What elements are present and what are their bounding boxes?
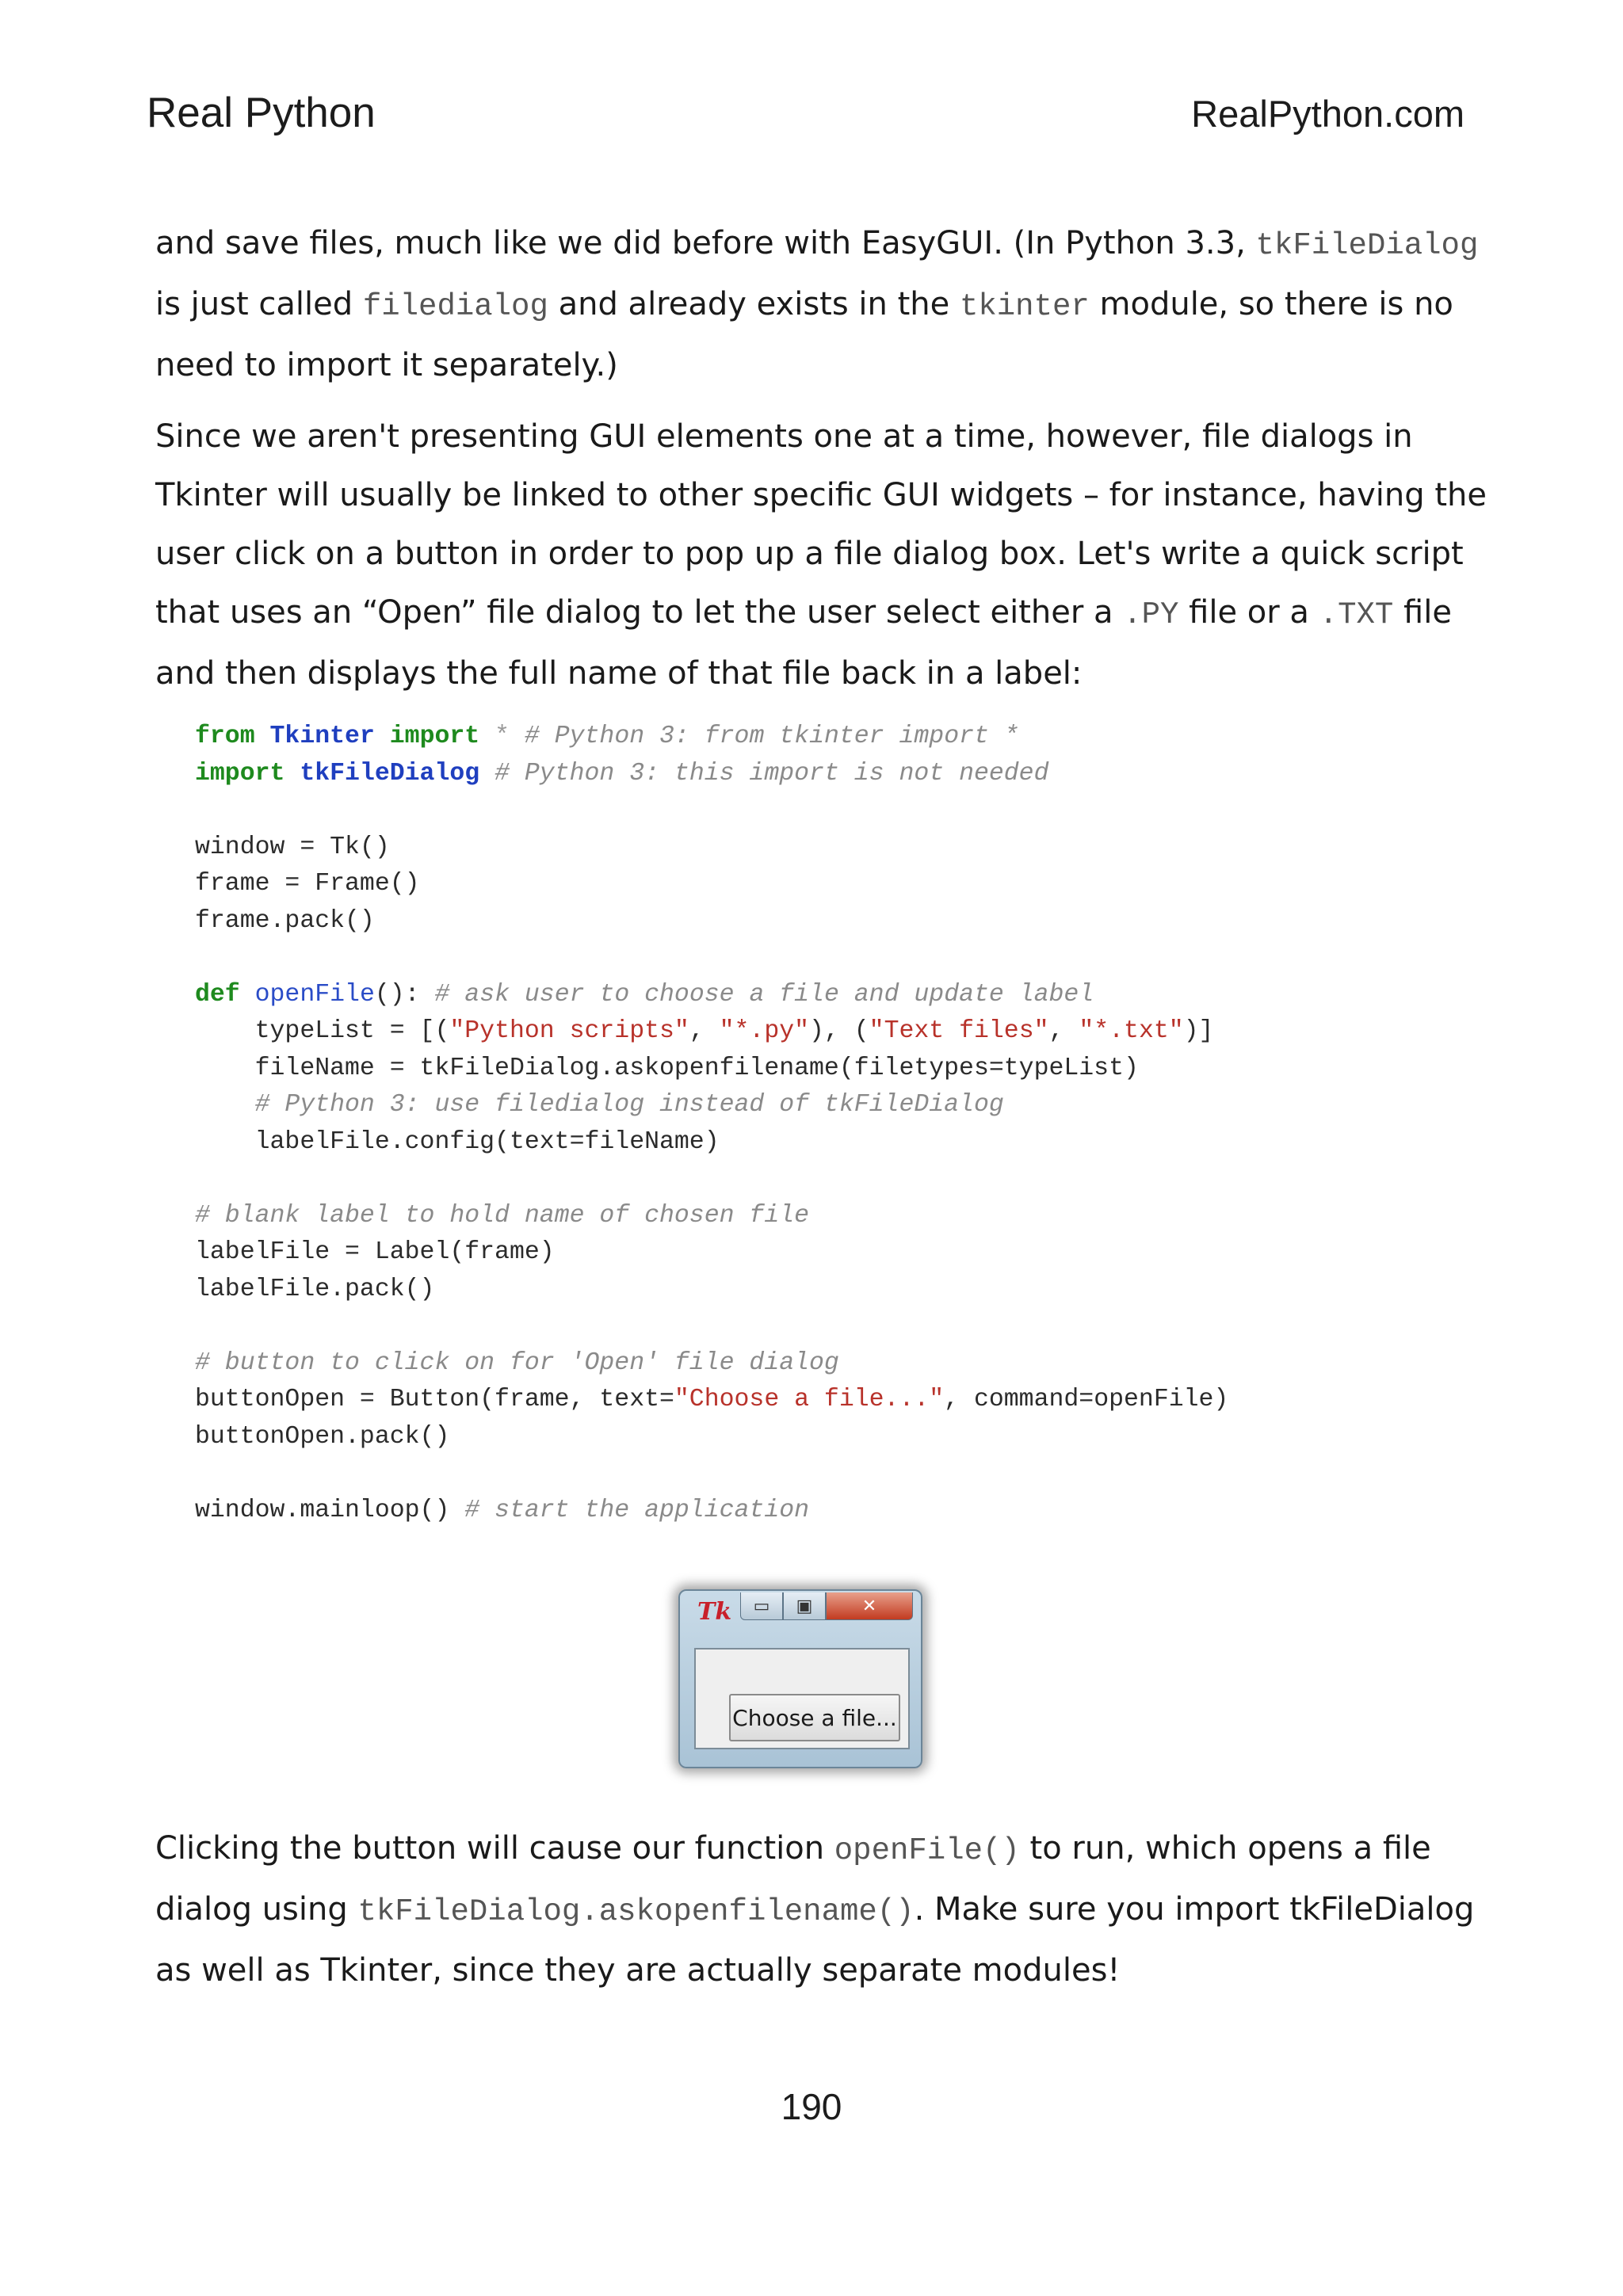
text: Since we aren't presenting GUI elements one at a time, however, file dialogs in Tkinter will usually be linked to other specific GUI widgets – for instance, having the user click on a button in order to pop up a file dialog box. Let's write a quick script that uses an “Open” file dialog to let the user select either a xyxy=(155,418,1487,631)
string-literal: "*.py" xyxy=(719,1017,810,1045)
comment: # button to click on for 'Open' file dialog xyxy=(195,1348,839,1377)
comment: # Python 3: use filedialog instead of tkFileDialog xyxy=(195,1091,1004,1119)
paragraph-intro xyxy=(155,214,1487,395)
string-literal: "Choose a file..." xyxy=(674,1386,945,1413)
inline-code: filedialog xyxy=(362,289,548,324)
minimize-icon[interactable]: ▭ xyxy=(740,1592,783,1620)
maximize-icon[interactable]: ▣ xyxy=(783,1592,826,1620)
code-line: labelFile = Label(frame) xyxy=(195,1238,555,1266)
code-text: , command=openFile) xyxy=(944,1386,1229,1413)
inline-code: tkinter xyxy=(959,289,1090,324)
string-literal: "Text files" xyxy=(869,1017,1049,1045)
code-block xyxy=(195,719,1228,1529)
inline-code: tkFileDialog.askopenfilename() xyxy=(357,1894,915,1929)
site-name: RealPython.com xyxy=(1191,93,1465,135)
code-line: labelFile.config(text=fileName) xyxy=(195,1127,720,1156)
code-line: buttonOpen.pack() xyxy=(195,1422,450,1451)
text: is just called xyxy=(155,286,363,322)
text: to run, which opens a file dialog using xyxy=(155,1830,1431,1928)
inline-code: openFile() xyxy=(834,1833,1020,1868)
keyword: def xyxy=(195,980,240,1009)
code-text: buttonOpen = Button(frame, text= xyxy=(195,1386,674,1413)
code-text: typeList = [( xyxy=(195,1017,450,1045)
code-line: frame.pack() xyxy=(195,906,375,935)
module-name: Tkinter xyxy=(269,723,375,750)
text: . Make sure you import tkFileDialog as well as Tkinter, since they are actually separate modules! xyxy=(155,1891,1475,1989)
comment: # Python 3: this import is not needed xyxy=(495,759,1049,788)
page-number: 190 xyxy=(781,2086,842,2127)
window-controls xyxy=(740,1592,913,1621)
operator: * xyxy=(495,723,510,750)
inline-code: tkFileDialog xyxy=(1255,228,1479,263)
comment: # Python 3: from tkinter import * xyxy=(524,723,1019,750)
paragraph-conclusion xyxy=(155,1819,1487,2000)
code-line: window = Tk() xyxy=(195,833,390,861)
string-literal: "Python scripts" xyxy=(449,1017,689,1045)
paragraph-explanation xyxy=(155,407,1487,703)
tk-titlebar xyxy=(680,1591,921,1627)
text: and already exists in the xyxy=(548,286,960,322)
tk-logo-icon: Tk xyxy=(697,1598,732,1626)
tk-window-screenshot xyxy=(678,1589,922,1768)
comment: # start the application xyxy=(464,1496,810,1524)
code-line: fileName = tkFileDialog.askopenfilename(filetypes=typeList) xyxy=(195,1054,1139,1082)
book-title: Real Python xyxy=(147,90,376,136)
tk-frame xyxy=(694,1648,910,1749)
choose-file-button[interactable]: Choose a file... xyxy=(729,1694,900,1741)
module-name: tkFileDialog xyxy=(300,759,480,788)
code-text: ), ( xyxy=(809,1017,869,1045)
inline-code: .PY xyxy=(1123,597,1179,632)
text: module, so there is no need to import it separately.) xyxy=(155,286,1453,383)
close-icon[interactable]: ✕ xyxy=(826,1592,913,1620)
code-line: labelFile.pack() xyxy=(195,1275,435,1303)
code-line: frame = Frame() xyxy=(195,870,420,898)
comment: # ask user to choose a file and update label xyxy=(434,980,1094,1009)
text: file and then displays the full name of that file back in a label: xyxy=(155,594,1452,692)
text: Clicking the button will cause our function xyxy=(155,1830,834,1867)
text: and save files, much like we did before with EasyGUI. (In Python 3.3, xyxy=(155,225,1256,261)
function-name: openFile xyxy=(254,980,375,1009)
comment: # blank label to hold name of chosen file xyxy=(195,1201,810,1230)
inline-code: .TXT xyxy=(1319,597,1394,632)
code-text: )] xyxy=(1183,1017,1214,1045)
code-text: window.mainloop() xyxy=(195,1496,450,1524)
keyword: from xyxy=(195,723,255,750)
keyword: import xyxy=(389,723,480,750)
code-text: , xyxy=(689,1017,720,1045)
code-text: (): xyxy=(374,980,420,1009)
string-literal: "*.txt" xyxy=(1079,1017,1184,1045)
code-text: , xyxy=(1048,1017,1079,1045)
text: file or a xyxy=(1178,594,1319,631)
keyword: import xyxy=(195,759,285,788)
